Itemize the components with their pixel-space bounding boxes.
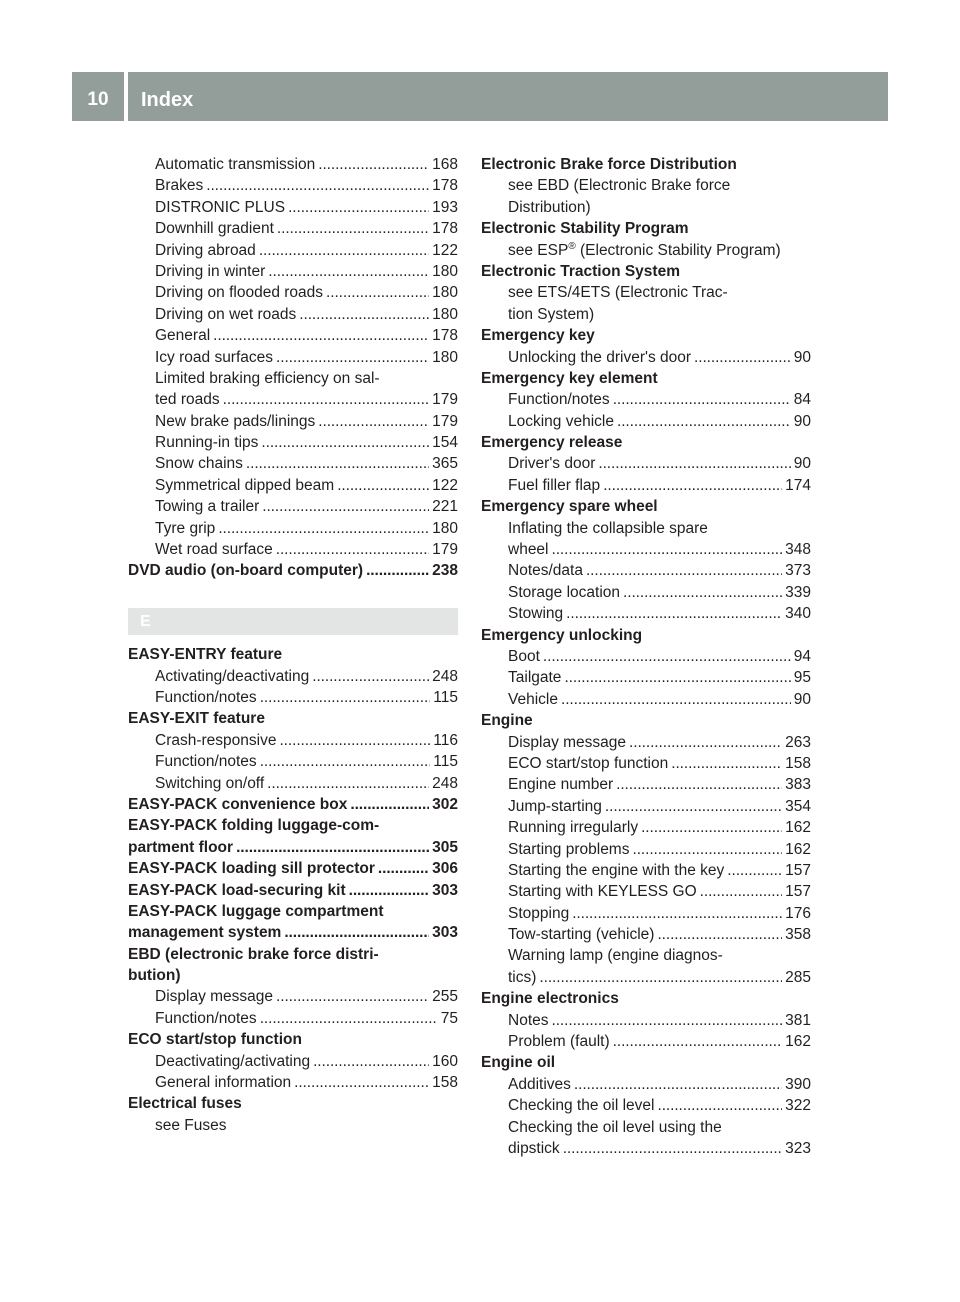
see-reference: see Fuses: [155, 1116, 227, 1134]
index-heading: Electrical fuses: [128, 1095, 242, 1113]
page-number: 10: [87, 89, 109, 110]
index-subentry: Tyre grip . . . 180: [128, 518, 458, 539]
index-heading: Engine: [481, 712, 533, 730]
page-ref: 154: [432, 434, 458, 452]
index-heading: bution): [128, 967, 181, 985]
page-ref: 116: [433, 731, 458, 749]
index-subentry: Driving abroad . . . 122: [128, 240, 458, 261]
page-ref: 174: [785, 476, 811, 494]
see-reference: tion System): [508, 305, 595, 323]
index-heading: Emergency spare wheel: [481, 498, 658, 516]
letter-heading: E: [128, 608, 458, 635]
index-heading: Emergency key: [481, 327, 595, 345]
index-entry: management system . . . 303: [128, 922, 458, 943]
index-entry: EASY-PACK folding luggage-com-: [128, 817, 380, 835]
page-ref: 323: [785, 1139, 811, 1157]
index-subentry: General information . . . 158: [128, 1072, 458, 1093]
page-ref: 179: [432, 412, 458, 430]
page-ref: 365: [432, 455, 458, 473]
index-subentry: tics) . . . 285: [481, 967, 811, 988]
index-subentry: Problem (fault) . . . 162: [481, 1031, 811, 1052]
page-ref: 248: [432, 667, 458, 685]
index-subentry: Checking the oil level . . . 322: [481, 1095, 811, 1116]
index-subentry: Driving in winter . . . 180: [128, 261, 458, 282]
index-subentry: Running irregularly . . . 162: [481, 817, 811, 838]
header-bar: [72, 72, 888, 121]
index-subentry: Starting the engine with the key . . . 157: [481, 860, 811, 881]
index-subentry: Activating/deactivating . . . 248: [128, 666, 458, 687]
index-subentry: Unlocking the driver's door . . . 90: [481, 347, 811, 368]
page-ref: 115: [433, 753, 458, 771]
index-subentry: dipstick . . . 323: [481, 1138, 811, 1159]
page-ref: 122: [432, 476, 458, 494]
page-ref: 180: [432, 305, 458, 323]
page-ref: 178: [432, 327, 458, 345]
index-subentry: Checking the oil level using the: [508, 1118, 722, 1136]
index-subentry: Function/notes . . . 84: [481, 389, 811, 410]
index-entry: partment floor . . . 305: [128, 837, 458, 858]
index-heading: Emergency release: [481, 434, 623, 452]
index-heading: Emergency unlocking: [481, 626, 643, 644]
index-subentry: Storage location . . . 339: [481, 582, 811, 603]
index-heading: EBD (electronic brake force distri-: [128, 945, 379, 963]
index-subentry: DISTRONIC PLUS . . . 193: [128, 197, 458, 218]
index-subentry: Icy road surfaces . . . 180: [128, 347, 458, 368]
page-ref: 84: [793, 391, 811, 409]
page-ref: 115: [433, 688, 458, 706]
index-subentry: Starting with KEYLESS GO . . . 157: [481, 881, 811, 902]
index-subentry: Brakes . . . 178: [128, 175, 458, 196]
index-subentry: ted roads . . . 179: [128, 389, 458, 410]
index-subentry: ECO start/stop function . . . 158: [481, 753, 811, 774]
page-ref: 122: [432, 241, 458, 259]
index-subentry: Stowing . . . 340: [481, 603, 811, 624]
index-subentry: Automatic transmission . . . 168: [128, 154, 458, 175]
index-subentry: New brake pads/linings . . . 179: [128, 411, 458, 432]
page-ref: 90: [793, 690, 811, 708]
index-subentry: Deactivating/activating . . . 160: [128, 1051, 458, 1072]
page-ref: 303: [432, 924, 458, 942]
index-subentry: Wet road surface . . . 179: [128, 539, 458, 560]
page-ref: 221: [432, 498, 458, 516]
page-ref: 162: [785, 840, 811, 858]
page-ref: 179: [432, 541, 458, 559]
index-subentry: Driving on flooded roads . . . 180: [128, 282, 458, 303]
index-subentry: Function/notes . . . 115: [128, 751, 458, 772]
index-subentry: Towing a trailer . . . 221: [128, 496, 458, 517]
index-entry: EASY-PACK convenience box . . . 302: [128, 794, 458, 815]
index-subentry: Function/notes . . . 115: [128, 687, 458, 708]
page-ref: 305: [432, 838, 458, 856]
index-entry: DVD audio (on-board computer) . . . 238: [128, 560, 458, 581]
index-subentry: Starting problems . . . 162: [481, 839, 811, 860]
page-ref: 390: [785, 1075, 811, 1093]
index-subentry: Function/notes . . . 75: [128, 1008, 458, 1029]
page-ref: 285: [785, 968, 811, 986]
page-ref: 162: [785, 1033, 811, 1051]
page-ref: 302: [432, 795, 458, 813]
index-heading: Electronic Traction System: [481, 262, 680, 280]
index-entry: EASY-PACK load-securing kit . . . 303: [128, 880, 458, 901]
index-entry: EASY-PACK loading sill protector . . . 306: [128, 858, 458, 879]
page-ref: 383: [785, 776, 811, 794]
page-ref: 157: [785, 861, 811, 879]
index-subentry: Locking vehicle . . . 90: [481, 411, 811, 432]
page-ref: 168: [432, 156, 458, 173]
page-ref: 255: [432, 988, 458, 1006]
index-subentry: Symmetrical dipped beam . . . 122: [128, 475, 458, 496]
see-reference: see ESP® (Electronic Stability Program): [508, 240, 781, 259]
page-ref: 193: [432, 198, 458, 216]
page-ref: 348: [785, 541, 811, 559]
index-subentry: Vehicle . . . 90: [481, 689, 811, 710]
page-ref: 358: [785, 926, 811, 944]
index-subentry: Crash-responsive . . . 116: [128, 730, 458, 751]
index-column-left: [128, 154, 458, 1136]
index-subentry: Additives . . . 390: [481, 1074, 811, 1095]
index-subentry: Limited braking efficiency on sal-: [155, 369, 380, 387]
index-subentry: General . . . 178: [128, 325, 458, 346]
page-ref: 160: [432, 1052, 458, 1070]
header-divider: [124, 72, 128, 121]
page-ref: 373: [785, 562, 811, 580]
index-subentry: Notes . . . 381: [481, 1010, 811, 1031]
page-ref: 95: [793, 669, 811, 687]
index-subentry: Switching on/off . . . 248: [128, 773, 458, 794]
index-subentry: Tow-starting (vehicle) . . . 358: [481, 924, 811, 945]
page-ref: 157: [785, 883, 811, 901]
index-subentry: Fuel filler flap . . . 174: [481, 475, 811, 496]
brakes-subentries: [128, 154, 458, 560]
page-ref: 238: [432, 562, 458, 580]
index-subentry: wheel . . . 348: [481, 539, 811, 560]
see-reference: Distribution): [508, 198, 591, 216]
page-ref: 158: [785, 754, 811, 772]
page-ref: 263: [785, 733, 811, 751]
index-heading: Engine oil: [481, 1054, 556, 1072]
index-subentry: Warning lamp (engine diagnos-: [508, 947, 723, 965]
page-ref: 306: [432, 860, 458, 878]
section-title: Index: [141, 89, 194, 111]
see-reference: see ETS/4ETS (Electronic Trac-: [508, 284, 728, 302]
index-heading: Electronic Stability Program: [481, 220, 689, 238]
page-ref: 339: [785, 583, 811, 601]
page-ref: 180: [432, 284, 458, 302]
page-ref: 178: [432, 220, 458, 238]
page-ref: 90: [793, 348, 811, 366]
index-subentry: Driver's door . . . 90: [481, 453, 811, 474]
index-subentry: Downhill gradient . . . 178: [128, 218, 458, 239]
page-ref: 75: [440, 1009, 458, 1027]
index-heading: Emergency key element: [481, 369, 658, 387]
page-ref: 179: [432, 391, 458, 409]
index-subentry: Display message . . . 263: [481, 732, 811, 753]
page-ref: 340: [785, 605, 811, 623]
index-subentry: Snow chains . . . 365: [128, 453, 458, 474]
page-ref: 178: [432, 177, 458, 195]
page-ref: 354: [785, 797, 811, 815]
page-ref: 248: [432, 774, 458, 792]
see-reference: see EBD (Electronic Brake force: [508, 177, 731, 195]
index-column-right: [481, 154, 811, 1159]
index-subentry: Engine number . . . 383: [481, 774, 811, 795]
index-subentry: Inflating the collapsible spare: [508, 519, 708, 537]
index-heading: Electronic Brake force Distribution: [481, 156, 737, 173]
index-subentry: Display message . . . 255: [128, 986, 458, 1007]
page-ref: 180: [432, 262, 458, 280]
page-ref: 322: [785, 1097, 811, 1115]
page-ref: 90: [793, 412, 811, 430]
page-ref: 158: [432, 1074, 458, 1092]
page-ref: 94: [793, 647, 811, 665]
page-ref: 180: [432, 348, 458, 366]
page-ref: 303: [432, 881, 458, 899]
index-subentry: Notes/data . . . 373: [481, 560, 811, 581]
index-heading: EASY-ENTRY feature: [128, 646, 283, 664]
index-heading: EASY-EXIT feature: [128, 710, 265, 728]
page-ref: 162: [785, 819, 811, 837]
index-subentry: Tailgate . . . 95: [481, 667, 811, 688]
index-subentry: Stopping . . . 176: [481, 903, 811, 924]
page-ref: 176: [785, 904, 811, 922]
page-ref: 381: [785, 1011, 811, 1029]
index-heading: ECO start/stop function: [128, 1031, 302, 1049]
index-subentry: Boot . . . 94: [481, 646, 811, 667]
index-heading: Engine electronics: [481, 990, 619, 1008]
page-ref: 180: [432, 519, 458, 537]
page-ref: 90: [793, 455, 811, 473]
index-entry: EASY-PACK luggage compartment: [128, 902, 384, 920]
index-subentry: Jump-starting . . . 354: [481, 796, 811, 817]
index-subentry: Running-in tips . . . 154: [128, 432, 458, 453]
index-subentry: Driving on wet roads . . . 180: [128, 304, 458, 325]
